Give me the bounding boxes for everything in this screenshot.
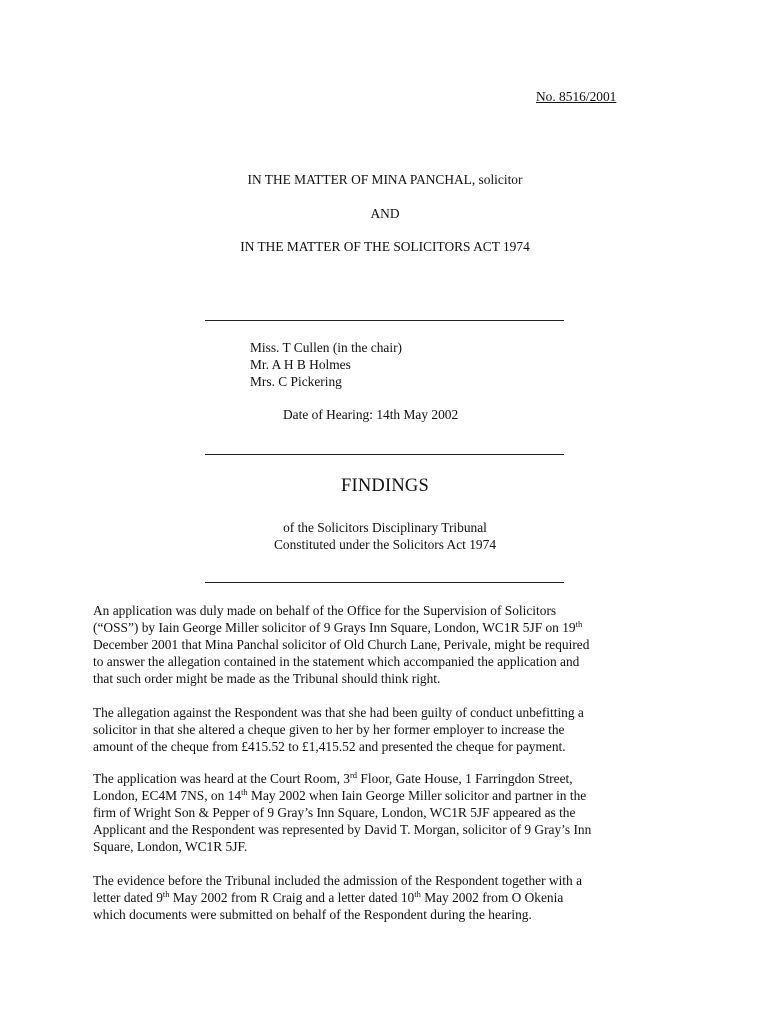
member: Mr. A H B Holmes [250,357,351,372]
text-line: firm of Wright Son & Pepper of 9 Gray’s Inn Square, London, WC1R 5JF appeared as the [93,805,576,820]
divider-rule [205,320,564,321]
text-line: to answer the allegation contained in the statement which accompanied the application and [93,654,580,669]
text-line: London, EC4M 7NS, on 14th May 2002 when Iain George Miller solicitor and partner in the [93,787,587,803]
text-line: which documents were submitted on behalf of the Respondent during the hearing. [93,907,532,922]
member: Mrs. C Pickering [250,374,342,389]
text-line: The evidence before the Tribunal included the admission of the Respondent together with a [93,873,583,888]
findings-subheading [0,519,770,553]
text-line: Applicant and the Respondent was represented by David T. Morgan, solicitor of 9 Gray’s Inn [93,822,592,837]
text-line: letter dated 9th May 2002 from R Craig and a letter dated 10th May 2002 from O Okenia [93,889,564,905]
matter-line-1: IN THE MATTER OF MINA PANCHAL, solicitor [247,172,523,187]
text-line: solicitor in that she altered a cheque given to her by her former employer to increase the [93,722,565,737]
text-line: December 2001 that Mina Panchal solicitor of Old Church Lane, Perivale, might be required [93,637,590,652]
text-line: An application was duly made on behalf of the Office for the Supervision of Solicitors [93,603,557,618]
and-separator: AND [370,206,400,221]
findings-heading: FINDINGS [341,476,429,496]
divider-rule [205,454,564,455]
paragraph-evidence [93,872,677,923]
paragraph-application [93,602,677,687]
member-chair: Miss. T Cullen (in the chair) [250,340,402,355]
paragraph-allegation [93,704,677,755]
text-line: (“OSS”) by Iain George Miller solicitor of 9 Grays Inn Square, London, WC1R 5JF on 19th [93,619,583,635]
subheading-line: Constituted under the Solicitors Act 1974 [273,537,497,552]
text-line: The allegation against the Respondent was that she had been guilty of conduct unbefitting a [93,705,584,720]
text-line: that such order might be made as the Tribunal should think right. [93,671,441,686]
paragraph-hearing [93,770,677,855]
matter-line-2: IN THE MATTER OF THE SOLICITORS ACT 1974 [240,239,530,254]
text-line: Square, London, WC1R 5JF. [93,839,248,854]
text-line: amount of the cheque from £415.52 to £1,415.52 and presented the cheque for payment. [93,739,566,754]
case-number: No. 8516/2001 [536,89,617,104]
subheading-line: of the Solicitors Disciplinary Tribunal [283,520,487,535]
hearing-date: Date of Hearing: 14th May 2002 [283,407,459,422]
text-line: The application was heard at the Court Room, 3rd Floor, Gate House, 1 Farringdon Street, [93,770,573,786]
divider-rule [205,582,564,583]
tribunal-members [250,339,402,390]
